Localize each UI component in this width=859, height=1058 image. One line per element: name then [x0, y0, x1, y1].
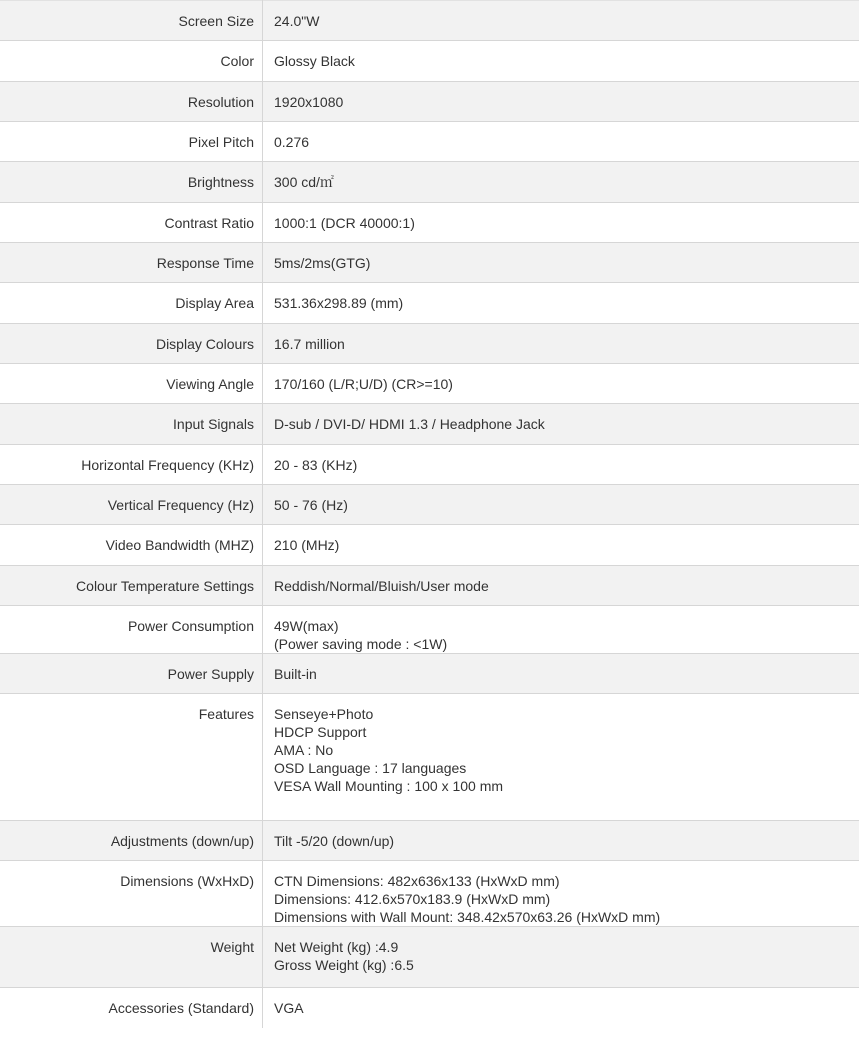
- spec-value-line: 1920x1080: [274, 94, 344, 110]
- spec-value-line: 300 cd/㎡: [274, 174, 334, 190]
- spec-value-line: Reddish/Normal/Bluish/User mode: [274, 578, 489, 594]
- spec-row: [0, 324, 859, 364]
- spec-row: [0, 821, 859, 861]
- spec-value: [263, 404, 859, 445]
- spec-row: [0, 445, 859, 485]
- spec-value: [263, 606, 859, 654]
- spec-value-line: 5ms/2ms(GTG): [274, 255, 371, 271]
- spec-value: [263, 654, 859, 694]
- spec-value-line: 50 - 76 (Hz): [274, 497, 348, 513]
- spec-value-line: Dimensions: 412.6x570x183.9 (HxWxD mm): [274, 891, 551, 907]
- spec-label: Accessories (Standard): [0, 988, 263, 1028]
- spec-value-line: Built-in: [274, 666, 317, 682]
- spec-row: [0, 1, 859, 41]
- spec-value-line: Tilt -5/20 (down/up): [274, 833, 395, 849]
- spec-value: [263, 122, 859, 162]
- spec-value: [263, 243, 859, 283]
- spec-value-line: 531.36x298.89 (mm): [274, 295, 404, 311]
- spec-value-line: Net Weight (kg) :4.9: [274, 939, 399, 955]
- spec-value: [263, 162, 859, 203]
- spec-value: [263, 927, 859, 988]
- spec-value: [263, 41, 859, 82]
- spec-row: [0, 404, 859, 445]
- spec-label: Input Signals: [0, 404, 263, 445]
- spec-value: [263, 861, 859, 927]
- spec-label: Brightness: [0, 162, 263, 203]
- spec-row: [0, 122, 859, 162]
- spec-value-line: Senseye+Photo: [274, 706, 374, 722]
- spec-row: [0, 203, 859, 243]
- spec-value-line: 20 - 83 (KHz): [274, 457, 358, 473]
- spec-label: Adjustments (down/up): [0, 821, 263, 861]
- spec-value-line: 0.276: [274, 134, 310, 150]
- spec-value-line: Gross Weight (kg) :6.5: [274, 957, 414, 973]
- spec-label: Horizontal Frequency (KHz): [0, 445, 263, 485]
- spec-value: [263, 821, 859, 861]
- spec-value-line: 210 (MHz): [274, 537, 340, 553]
- spec-value-line: 16.7 million: [274, 336, 345, 352]
- spec-value-line: AMA : No: [274, 742, 334, 758]
- spec-table-body: [0, 1, 859, 1028]
- spec-row: [0, 162, 859, 203]
- spec-value: [263, 525, 859, 566]
- spec-value-line: 1000:1 (DCR 40000:1): [274, 215, 415, 231]
- spec-value-line: Dimensions with Wall Mount: 348.42x570x63.26 (HxWxD mm): [274, 909, 661, 925]
- spec-value: [263, 203, 859, 243]
- spec-value: [263, 364, 859, 404]
- spec-value-line: HDCP Support: [274, 724, 367, 740]
- spec-value: [263, 324, 859, 364]
- spec-row: [0, 927, 859, 988]
- spec-label: Display Colours: [0, 324, 263, 364]
- spec-label: Video Bandwidth (MHZ): [0, 525, 263, 566]
- spec-value: [263, 1, 859, 41]
- spec-value: [263, 283, 859, 324]
- spec-row: [0, 243, 859, 283]
- spec-value: [263, 694, 859, 821]
- spec-row: [0, 566, 859, 606]
- spec-row: [0, 41, 859, 82]
- spec-row: [0, 525, 859, 566]
- spec-row: [0, 283, 859, 324]
- spec-value: [263, 82, 859, 122]
- spec-value-line: OSD Language : 17 languages: [274, 760, 467, 776]
- spec-row: [0, 606, 859, 654]
- spec-label: Contrast Ratio: [0, 203, 263, 243]
- spec-value: [263, 445, 859, 485]
- spec-value: [263, 988, 859, 1028]
- spec-row: [0, 694, 859, 821]
- spec-label: Display Area: [0, 283, 263, 324]
- spec-value-line: VGA: [274, 1000, 304, 1016]
- spec-label: Color: [0, 41, 263, 82]
- spec-row: [0, 82, 859, 122]
- spec-value: [263, 566, 859, 606]
- spec-value: [263, 485, 859, 525]
- spec-label: Vertical Frequency (Hz): [0, 485, 263, 525]
- spec-row: [0, 861, 859, 927]
- spec-label: Features: [0, 694, 263, 821]
- spec-value-line: CTN Dimensions: 482x636x133 (HxWxD mm): [274, 873, 560, 889]
- spec-label: Response Time: [0, 243, 263, 283]
- spec-row: [0, 988, 859, 1028]
- spec-label: Weight: [0, 927, 263, 988]
- spec-value-line: 24.0"W: [274, 13, 320, 29]
- spec-value-line: 49W(max): [274, 618, 339, 634]
- spec-value-line: Glossy Black: [274, 53, 355, 69]
- spec-label: Screen Size: [0, 1, 263, 41]
- spec-value-line: (Power saving mode : <1W): [274, 636, 448, 652]
- spec-row: [0, 364, 859, 404]
- spec-label: Resolution: [0, 82, 263, 122]
- spec-label: Viewing Angle: [0, 364, 263, 404]
- spec-value-line: VESA Wall Mounting : 100 x 100 mm: [274, 778, 504, 794]
- spec-value-line: D-sub / DVI-D/ HDMI 1.3 / Headphone Jack: [274, 416, 545, 432]
- spec-label: Power Consumption: [0, 606, 263, 654]
- spec-row: [0, 654, 859, 694]
- spec-label: Pixel Pitch: [0, 122, 263, 162]
- spec-label: Colour Temperature Settings: [0, 566, 263, 606]
- spec-row: [0, 485, 859, 525]
- spec-value-line: 170/160 (L/R;U/D) (CR>=10): [274, 376, 453, 392]
- spec-label: Power Supply: [0, 654, 263, 694]
- spec-label: Dimensions (WxHxD): [0, 861, 263, 927]
